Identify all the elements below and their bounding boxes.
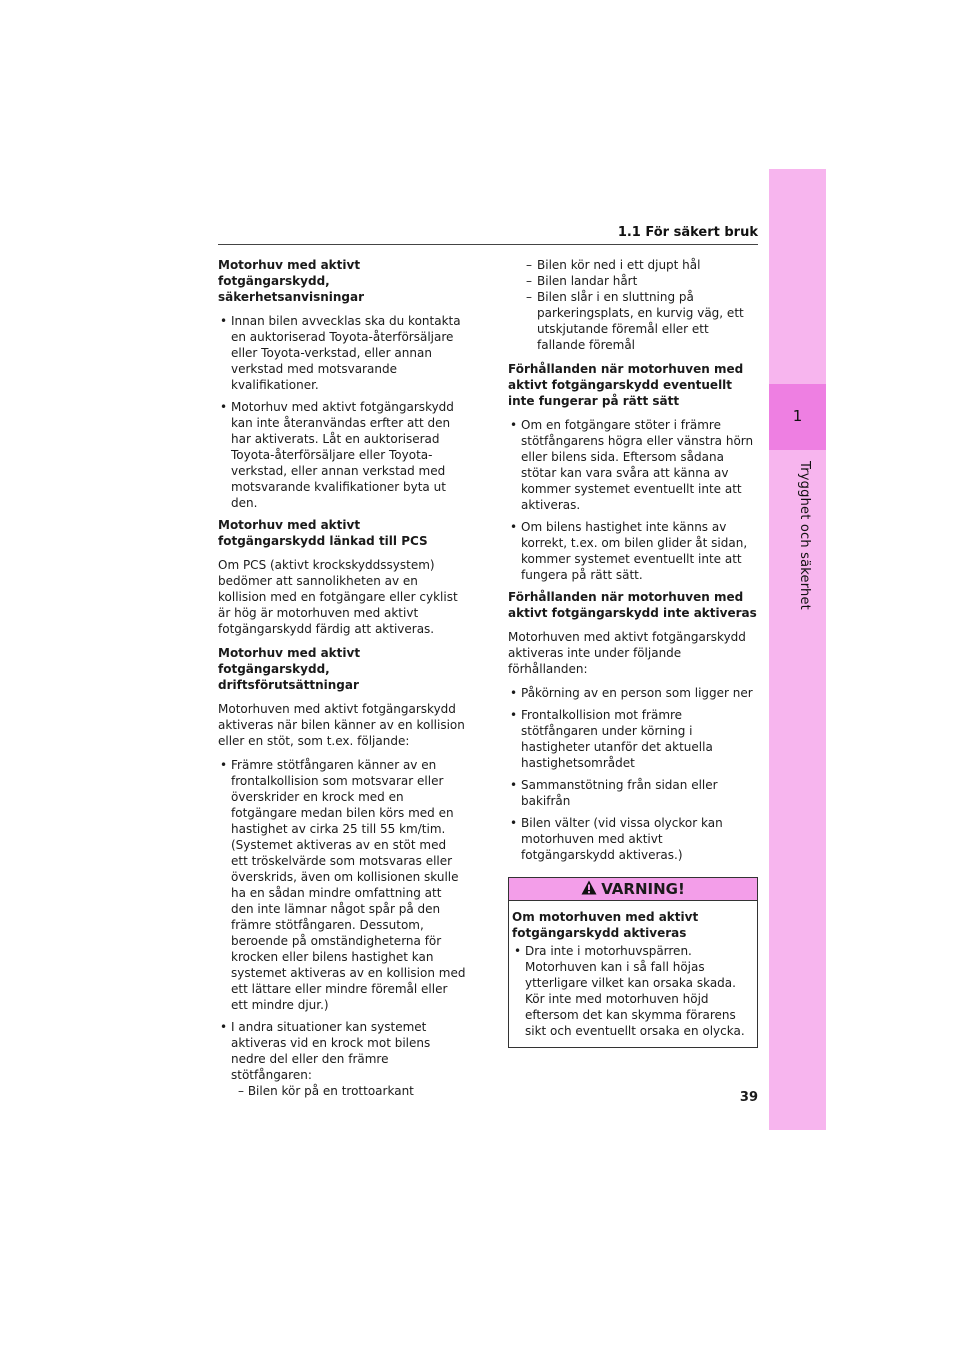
list-item: • Sammanstötning från sidan eller bakifrån (508, 777, 758, 809)
list-item: • Om bilens hastighet inte känns av korrekt, t.ex. om bilen glider åt sidan, kommer systemet eventuellt inte att fungera på rätt sätt. (508, 519, 758, 583)
warning-body (509, 901, 757, 1047)
paragraph: Motorhuven med aktivt fotgängarskydd aktiveras inte under följande förhållanden: (508, 630, 746, 676)
dash-item: – Bilen kör på en trottoarkant (238, 1084, 414, 1098)
section-header: 1.1 För säkert bruk (617, 225, 758, 240)
list-item: • Påkörning av en person som ligger ner (508, 685, 758, 701)
chapter-number: 1 (792, 407, 803, 425)
paragraph: Om PCS (aktivt krockskyddssystem) bedömer att sannolikheten av en kollision med en fotgängare eller cyklist är hög är motorhuven med aktivt fotgängarskydd färdig att aktiveras. (218, 558, 458, 636)
heading-operating-conditions: Motorhuv med aktivt fotgängarskydd, driftsförutsättningar (218, 646, 361, 692)
chapter-title: Trygghet och säkerhet (797, 461, 812, 610)
heading-may-not-work: Förhållanden när motorhuven med aktivt fotgängarskydd eventuellt inte fungerar på rätt sätt (508, 362, 744, 408)
paragraph: Motorhuven med aktivt fotgängarskydd aktiveras när bilen känner av en kollision eller en stöt, som t.ex. följande: (218, 702, 465, 748)
warning-list (512, 943, 754, 1039)
list-item: • Om en fotgängare stöter i främre stötfångarens högra eller vänstra hörn eller bilens sida. Eftersom sådana stötar kan vara svåra att känna av kommer systemet eventuellt inte att aktiveras. (508, 417, 758, 513)
bullet-list (218, 757, 466, 1099)
dash-item: – Bilen landar hårt (526, 273, 758, 289)
dash-list (526, 257, 758, 353)
list-item (218, 1019, 466, 1099)
heading-not-activated: Förhållanden när motorhuven med aktivt fotgängarskydd inte aktiveras (508, 590, 757, 620)
bullet-list (508, 417, 758, 583)
warning-label: VARNING! (601, 880, 685, 898)
warning-header (509, 878, 757, 901)
header-rule (218, 244, 758, 245)
warning-heading: Om motorhuven med aktivt fotgängarskydd aktiveras (512, 910, 699, 940)
heading-safety-instructions: Motorhuv med aktivt fotgängarskydd, säkerhetsanvisningar (218, 258, 365, 304)
list-item-text: I andra situationer kan systemet aktiveras vid en krock mot bilens nedre del eller den främre stötfångaren: (231, 1020, 431, 1082)
warning-triangle-icon (581, 880, 597, 898)
right-column (508, 257, 758, 1048)
warning-box (508, 877, 758, 1048)
list-item: • Dra inte i motorhuvspärren. Motorhuven kan i så fall höjas ytterligare vilket kan orsaka skada. Kör inte med motorhuven höjd eftersom det kan skymma förarens sikt och eventuellt orsaka en olycka. (512, 943, 754, 1039)
list-item: • Innan bilen avvecklas ska du kontakta en auktoriserad Toyota-återförsäljare eller Toyota-verkstad, eller annan verkstad med motsvarande kvalifikationer. (218, 313, 466, 393)
chapter-side-tab (769, 169, 826, 1130)
list-item: • Motorhuv med aktivt fotgängarskydd kan inte återanvändas erfter att den har aktiverats. Låt en auktoriserad Toyota-återförsäljare eller Toyota-verkstad, eller annan verkstad med motsvarande kvalifikationer byta ut den. (218, 399, 466, 511)
page-number: 39 (739, 1090, 758, 1105)
bullet-list (218, 313, 466, 511)
heading-pcs-linked: Motorhuv med aktivt fotgängarskydd länkad till PCS (218, 518, 428, 548)
left-column (218, 257, 466, 1105)
list-item: • Bilen välter (vid vissa olyckor kan motorhuven med aktivt fotgängarskydd aktiveras.) (508, 815, 758, 863)
bullet-list (508, 685, 758, 863)
dash-item: – Bilen slår i en sluttning på parkeringsplats, en kurvig väg, ett utskjutande föremål eller ett fallande föremål (526, 289, 758, 353)
list-item: • Främre stötfångaren känner av en frontalkollision som motsvarar eller överskrider en krock med en fotgängare medan bilen körs med en hastighet av cirka 25 till 55 km/tim. (Systemet aktiveras av en stöt med ett tröskelvärde som motsvaras eller överskrids, även om kollisionen skulle ha en sådan mindre omfattning att den inte lämnar något spår på den främre stötfångaren. Dessutom, beroende på omständigheterna för krocken eller bilens hastighet kan systemet aktiveras av en kollision med ett lättare eller mindre föremål eller ett mindre djur.) (218, 757, 466, 1013)
dash-item: – Bilen kör ned i ett djupt hål (526, 257, 758, 273)
list-item: • Frontalkollision mot främre stötfångaren under körning i hastigheter utanför det aktuella hastighetsområdet (508, 707, 758, 771)
